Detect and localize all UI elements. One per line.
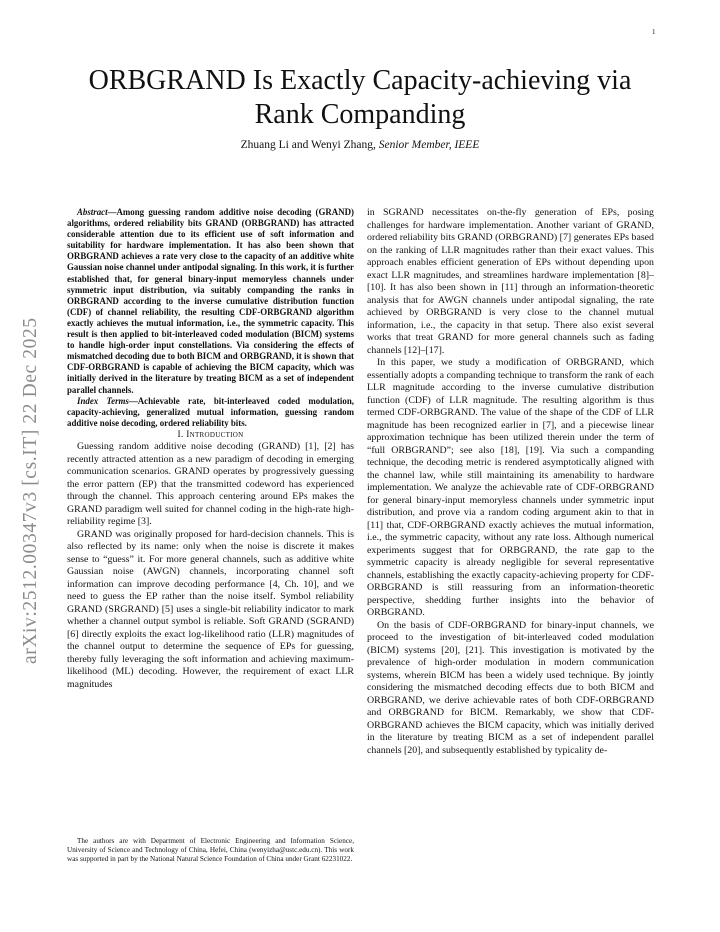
paper-title-line-1: ORBGRAND Is Exactly Capacity-achieving via xyxy=(88,65,632,96)
body-paragraph: On the basis of CDF-ORBGRAND for binary-input channels, we proceed to the investigation of bit-interleaved coded modulation (BICM) systems [20], [21]. This investigation is motivated by the prevalence of high-order modulation in modern communication systems, wherein BICM has been a widely used technique. By jointly considering the mismatched decoding effects due to both BICM and ORBGRAND, we derive achievable rates of both CDF-ORBGRAND and ORBGRAND for BICM. Remarkably, we show that CDF-ORBGRAND achieves the BICM capacity, which was initially derived in the literature by treating BICM as a set of independent parallel channels [20], and subsequently established by typicality de- xyxy=(367,619,654,756)
abstract xyxy=(67,207,354,396)
paper-title xyxy=(60,64,660,132)
index-terms xyxy=(67,396,354,429)
body-paragraph: in SGRAND necessitates on-the-fly generation of EPs, posing challenges for hardware implementation. Another variant of GRAND, ordered reliability bits GRAND (ORBGRAND) [7] generates EPs based on the ranking of LLR magnitudes rather than their exact values. This approach enables efficient generation of EPs without depending upon exact LLR magnitudes, and streamlines hardware implementation [8]–[10]. It has also been shown in [11] through an information-theoretic analysis that for AWGN channels under antipodal signaling, the rate achieved by ORBGRAND is very close to the channel mutual information, i.e., the capacity in that setup. There also exist several works that treat GRAND for more general channels such as fading channels [12]–[17]. xyxy=(367,207,654,356)
paper-title-line-2: Rank Companding xyxy=(254,99,466,130)
arxiv-identifier-stamp: arXiv:2512.00347v3 [cs.IT] 22 Dec 2025 xyxy=(20,317,41,664)
abstract-body: —Among guessing random additive noise decoding (GRAND) algorithms, ordered reliability bits GRAND (ORBGRAND) has attracted considerable attention due to its efficient use of soft information and suitability for hardware implementation. It has also been shown that ORBGRAND achieves a rate very close to the capacity of an additive white Gaussian noise channel under antipodal signaling. In this work, it is further established that, for general binary-input memoryless channels under symmetric input distribution, via suitably companding the ranks in ORBGRAND according to the inverse cumulative distribution function (CDF) of channel reliability, the resulting CDF-ORBGRAND algorithm exactly achieves the mutual information, i.e., the symmetric capacity. This result is then applied to bit-interleaved coded modulation (BICM) systems to handle high-order input constellations. Via considering the effects of mismatched decoding due to both BICM and ORBGRAND, it is shown that CDF-ORBGRAND is capable of achieving the BICM capacity, which was initially derived in the literature by treating BICM as a set of independent parallel channels. xyxy=(67,207,354,395)
footnote-text: The authors are with Department of Electronic Engineering and Information Science, University of Science and Technology of China, Hefei, China (wenyizha@ustc.edu.cn). This work was supported in part by the National Natural Science Foundation of China under Grant 62231022. xyxy=(67,837,354,863)
body-paragraph: GRAND was originally proposed for hard-decision channels. This is also reflected by its name: only when the noise is discrete it makes sense to “guess” it. For more general channels, such as additive white Gaussian noise (AWGN) channels, incorporating channel soft information can improve decoding performance [4, Ch. 10], and we need to guess the EP rather than the noise itself. Symbol reliability GRAND (SRGRAND) [5] uses a single-bit reliability indicator to mark whether a channel output symbol is reliable. Soft GRAND (SGRAND) [6] directly exploits the exact log-likelihood ratio (LLR) magnitudes of the channel output to determine the sequence of EPs for guessing, thereby fully leveraging the soft information and achieving maximum-likelihood (ML) decoding. However, the requirement of exact LLR magnitudes xyxy=(67,528,354,690)
section-heading-introduction: I. Introduction xyxy=(177,429,244,440)
page-number: 1 xyxy=(652,28,656,36)
index-terms-label: Index Terms xyxy=(77,395,129,406)
body-paragraph: Guessing random additive noise decoding (GRAND) [1], [2] has recently attracted attention as a new paradigm of decoding in emerging communication scenarios. GRAND operates by progressively guessing the error pattern (EP) that the transmitted codeword has experienced through the channel. This approach centering around EPs makes the GRAND paradigm well suited for channel coding in the high-rate high-reliability regime [3]. xyxy=(67,441,354,528)
author-names: Zhuang Li and Wenyi Zhang, xyxy=(240,139,379,151)
author-membership: Senior Member, IEEE xyxy=(378,139,480,151)
body-paragraph: In this paper, we study a modification of ORBGRAND, which essentially adopts a companding technique to transform the rank of each LLR magnitude according to the inverse cumulative distribution function (CDF) of LLR magnitude. The resulting algorithm is thus termed CDF-ORBGRAND. The value of the shape of the CDF of LLR magnitude has been recognized earlier in [7], and a piecewise linear approximation technique has been utilized therein under the term of “full ORBGRAND”; see also [18], [19]. Via such a companding technique, the decoding metric is rendered asymptotically aligned with the channel law, while still maintaining its amenability to hardware implementation. We analyze the achievable rate of CDF-ORBGRAND for general binary-input memoryless channels under symmetric input distribution, and prove via a random coding argument akin to that in [11] that, CDF-ORBGRAND exactly achieves the mutual information, i.e., the symmetric capacity, without any rate loss. Although numerical experiments suggest that for ORBGRAND, the rate gap to the symmetric capacity is already negligible for several representative channels, establishing the exactly capacity-achieving property for CDF-ORBGRAND is still reassuring from an information-theoretic perspective, shedding further insights into the behavior of ORBGRAND. xyxy=(367,357,654,618)
abstract-label: Abstract xyxy=(77,207,108,217)
index-terms-body: —Achievable rate, bit-interleaved coded modulation, capacity-achieving, generalized mutual information, guessing random additive noise decoding, ordered reliability bits. xyxy=(67,395,354,428)
author-line xyxy=(60,139,660,151)
author-affiliation-footnote xyxy=(67,837,354,864)
right-column xyxy=(367,207,654,757)
left-column xyxy=(67,207,354,691)
